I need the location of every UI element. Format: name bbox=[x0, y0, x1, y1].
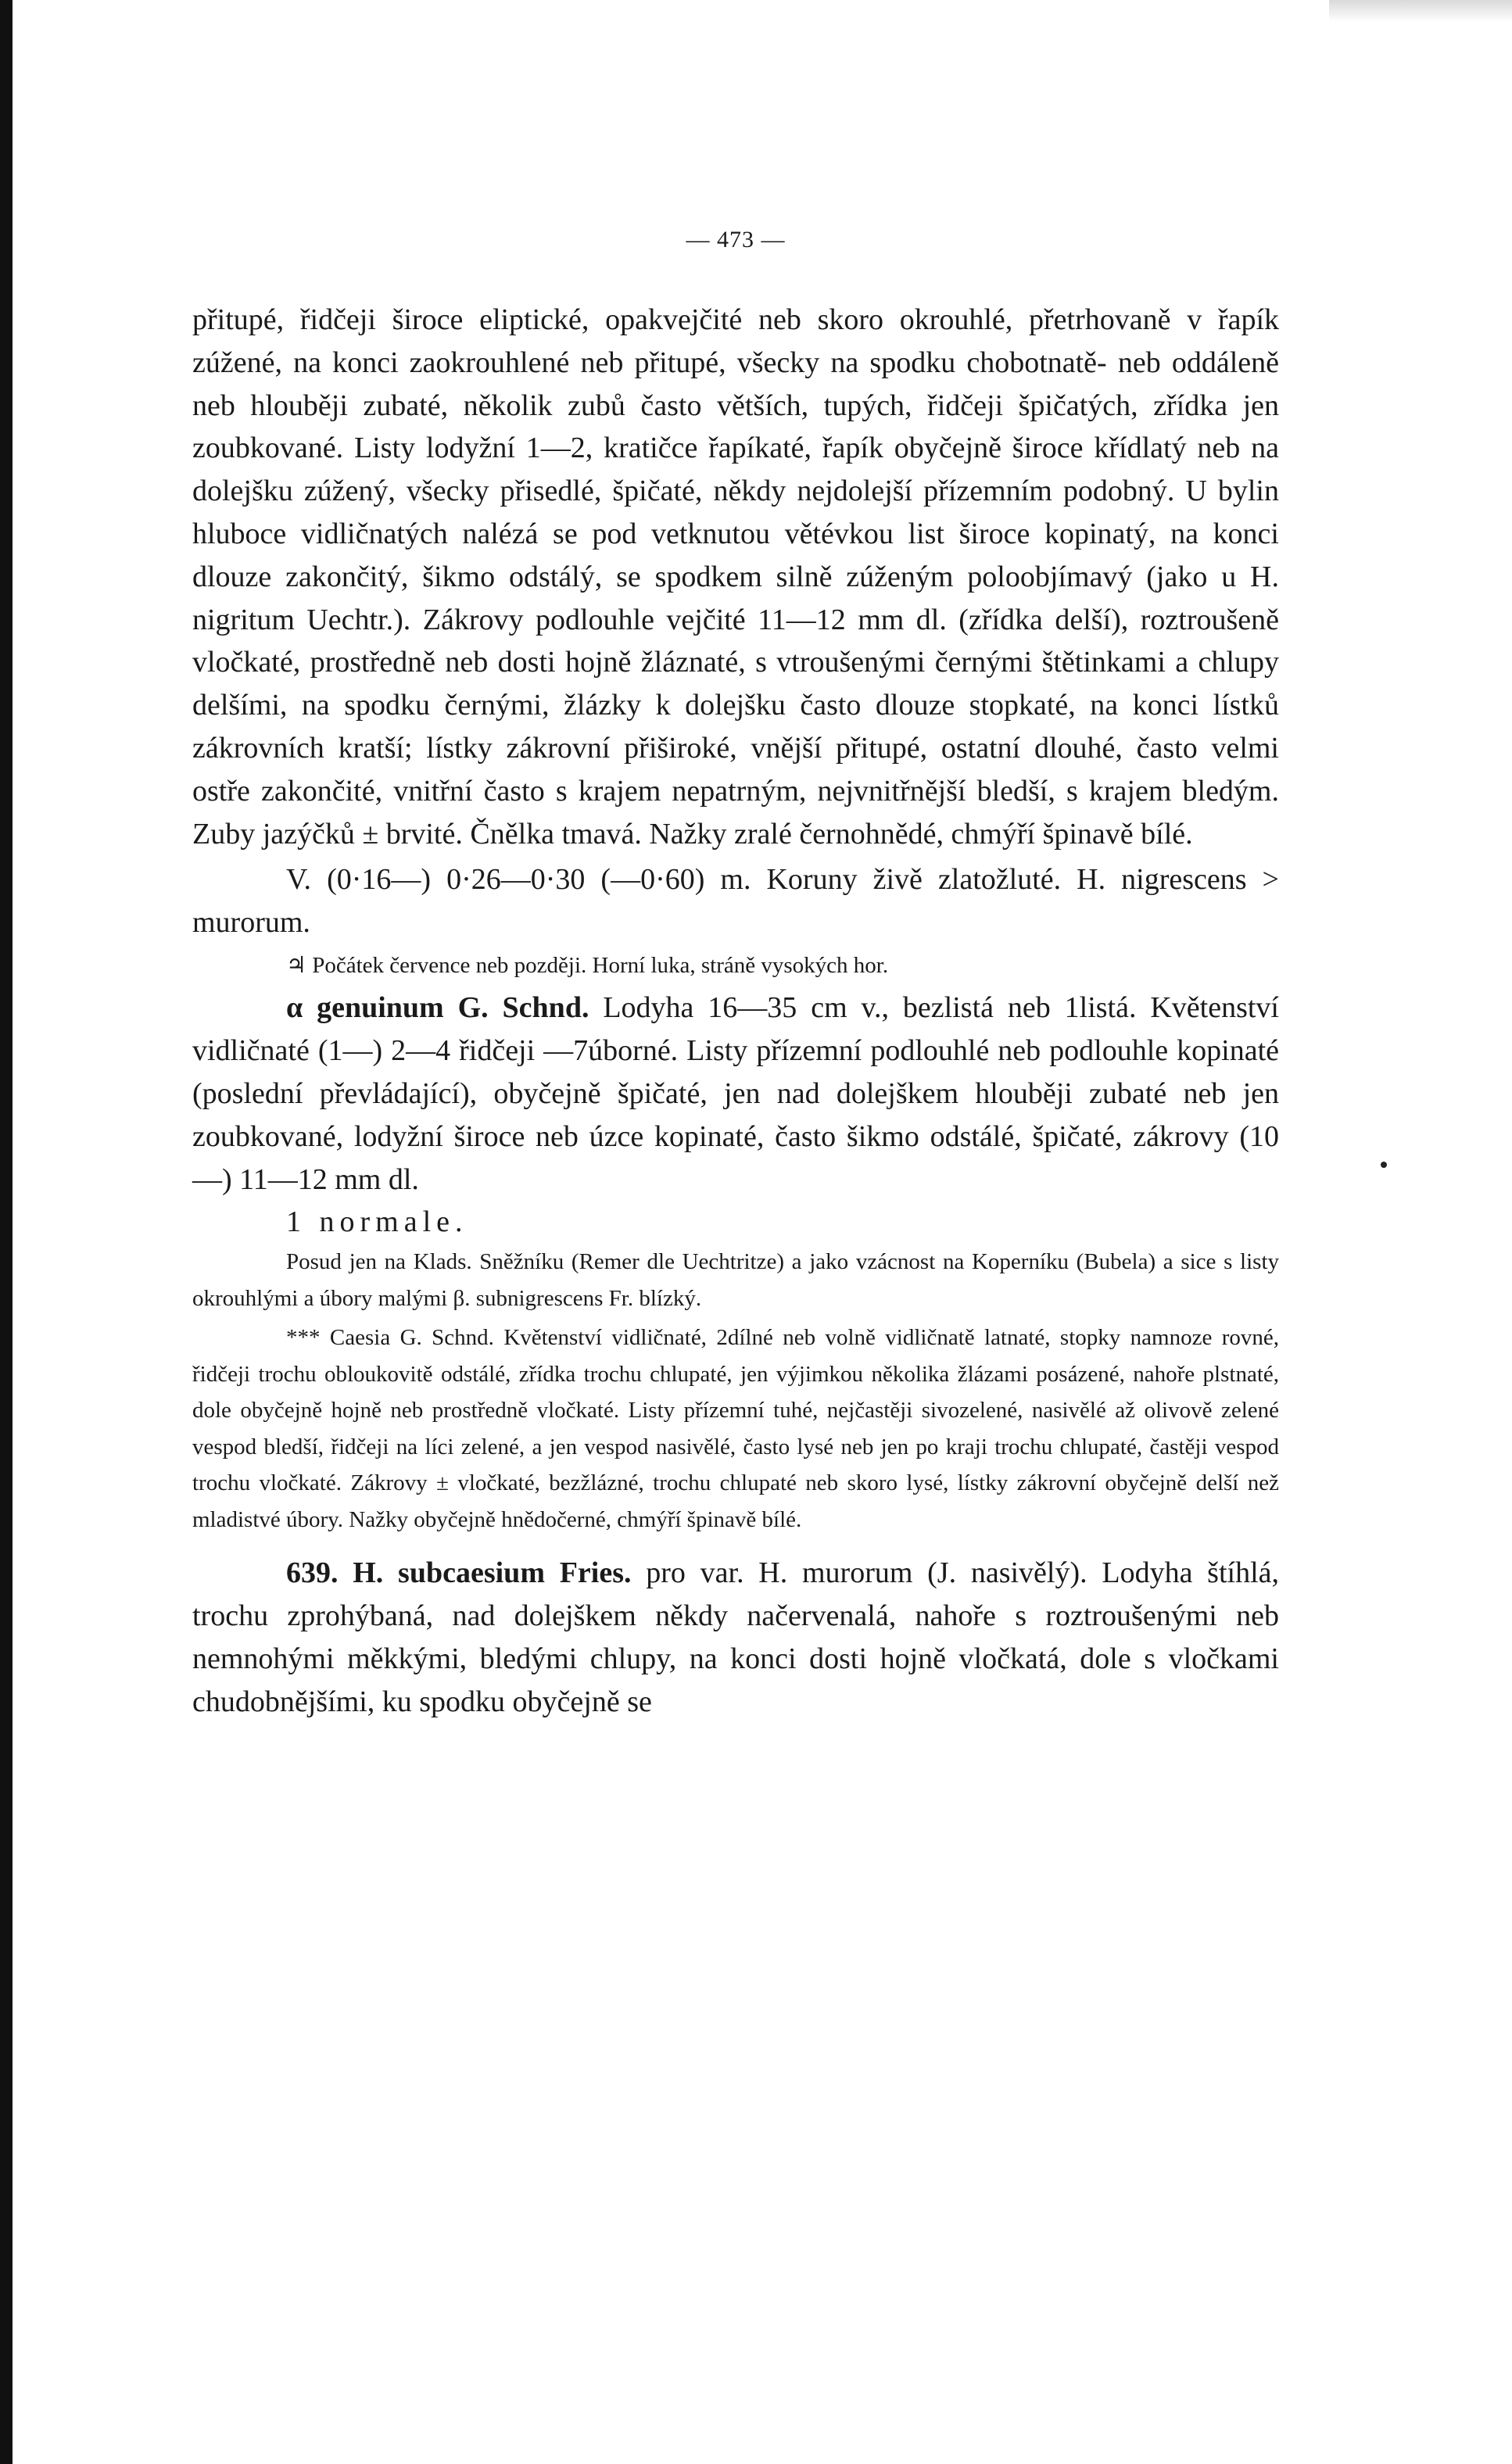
book-page bbox=[192, 227, 1279, 1723]
scan-shadow bbox=[1329, 0, 1512, 22]
normale-line: 1 normale. bbox=[286, 1205, 468, 1239]
variety-alpha-text: Lodyha 16—35 cm v., bezlistá neb 1listá. Květenství vidličnaté (1—) 2—4 řidčeji —7úborné. Listy přízemní podlouhlé neb podlouhle kopinaté (poslední převládající), obyčejně špičaté, jen nad dolejškem hlouběji zubaté neb jen zoubkované, lodyžní široce neb úzce kopinaté, často šikmo odstálé, špičaté, zákrovy (10—) 11—12 mm dl. bbox=[192, 991, 1279, 1196]
species-text: pro var. H. murorum (J. nasivělý). Lodyha štíhlá, trochu zprohýbaná, nad dolejškem někdy načervenalá, nahoře s roztroušenými neb nemnohými měkkými, bledými chlupy, na konci dosti hojně vločkatá, dole s vločkami chudobnějšími, ku spodku obyčejně se bbox=[192, 1556, 1280, 1718]
main-paragraph: přitupé, řidčeji široce eliptické, opakvejčité neb skoro okrouhlé, přetrhovaně v řapík zúžené, na konci zaokrouhlené neb přitupé, všecky na spodku chobotnatě- neb oddáleně neb hlouběji zubaté, několik zubů často větších, tupých, řidčeji špičatých, zřídka jen zoubkované. Listy lodyžní 1—2, kratičce řapíkaté, řapík obyčejně široce křídlatý neb na dolejšku zúžený, všecky přisedlé, špičaté, někdy nejdolejší přízemním podobný. U bylin hluboce vidličnatých nalézá se pod vetknutou větévkou list široce kopinatý, na konci dlouze zakončitý, šikmo odstálý, se spodkem silně zúženým poloobjímavý (jako u H. nigritum Uechtr.). Zákrovy podlouhle vejčité 11—12 mm dl. (zřídka delší), roztroušeně vločkaté, prostředně neb dosti hojně žláznaté, s vtroušenými černými štětinkami a chlupy delšími, na spodku černými, žlázky k dolejšku často dlouze stopkaté, na konci lístků zákrovních kratší; lístky zákrovní přiširoké, vnější přitupé, ostatní dlouhé, často velmi ostře zakončité, vnitřní často s krajem nepatrným, nejvnitřnější bledší, s krajem bledým. Zuby jazýčků ± brvité. Čnělka tmavá. Nažky zralé černohnědé, chmýří špinavě bílé. bbox=[192, 303, 1279, 851]
page-number: — 473 — bbox=[686, 227, 786, 252]
size-line: V. (0·16—) 0·26—0·30 (—0·60) m. Koruny živě zlatožluté. H. nigrescens > murorum. bbox=[192, 863, 1279, 940]
caesia-text: Květenství vidličnaté, 2dílné neb volně vidličnatě latnaté, stopky namnoze rovné, řidčeji trochu obloukovitě odstálé, zřídka trochu chlupaté, jen výjimkou několika žlázami posázené, nahoře plstnaté, dole obyčejně hojně neb prostředně vločkaté. Listy přízemní tuhé, nejčastěji sivozelené, nasivělé až olivově zelené vespod bledší, řidčeji na líci zelené, a jen vespod nasivělé, často lysé neb jen po kraji trochu chlupaté, častěji vespod trochu vločkaté. Zákrovy ± vločkaté, bezžlázné, trochu chlupaté neb skoro lysé, lístky zákrovní obyčejně delší než mladistvé úbory. Nažky obyčejně hnědočerné, chmýří špinavě bílé. bbox=[192, 1325, 1280, 1532]
normale-note: Posud jen na Klads. Sněžníku (Remer dle Uechtritze) a jako vzácnost na Koperníku (Bubela) a sice s listy okrouhlými a úbory malými β. subnigrescens Fr. blízký. bbox=[192, 1249, 1279, 1311]
caesia-section bbox=[192, 1320, 1279, 1538]
species-639 bbox=[192, 1552, 1279, 1723]
species-number: 639. bbox=[286, 1556, 339, 1590]
caesia-label: *** Caesia G. Schnd. bbox=[286, 1325, 494, 1351]
variety-alpha bbox=[192, 987, 1279, 1201]
species-name: H. subcaesium Fries. bbox=[353, 1556, 632, 1590]
flowering-note: ♃ Počátek července neb později. Horní luka, stráně vysokých hor. bbox=[286, 952, 889, 978]
margin-speck bbox=[1381, 1162, 1387, 1168]
variety-alpha-label: α genuinum G. Schnd. bbox=[286, 991, 589, 1025]
scan-edge bbox=[0, 0, 13, 2464]
